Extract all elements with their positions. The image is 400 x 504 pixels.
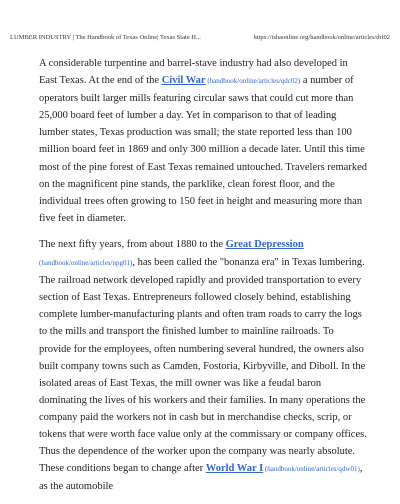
paragraph-1-text-a: A considerable turpentine and barrel-stave industry had also developed in East Texas. At the end of the: [39, 58, 348, 87]
page-title: LUMBER INDUSTRY | The Handbook of Texas Online| Texas State H...: [10, 34, 201, 41]
paragraph-2-text-b: , has been called the "bonanza era" in Texas lumbering. The railroad network developed rapidly and provided transportation to every section of East Texas. Entrepreneurs followed closely behind, establishing complete lumber-manufacturing plants and often tram roads to carry the logs to the mills and transport the finished lumber to mainline railroads. To provide for the employees, often numbering several hundred, the owners also built company towns such as Camden, Fostoria, Kirbyville, and Diboll. In the isolated areas of East Texas, the mill owner was like a feudal baron dominating the lives of his workers and their families. In many operations the company paid the workers not in cash but in merchandise checks, scrip, or tokens that were worth face value only at the commissary or company offices. Thus the dependence of the worker upon the company was nearly absolute. These conditions began to change after: [39, 257, 367, 475]
paragraph-1-text-b: a number of operators built larger mills featuring circular saws that could cut more than 25,000 board feet of lumber a day. Yet in comparison to that of leading lumber states, Texas production was small; the state reported less than 100 million board feet in 1869 and only 300 million a decade later. Until this time most of the pine forest of East Texas remained untouched. Travelers remarked on the magnificent pine stands, the parklike, clean forest floor, and the individual trees often growing to 150 feet in height and measuring more than five feet in diameter.: [39, 75, 367, 224]
world-war-i-link[interactable]: World War I: [205, 463, 264, 475]
great-depression-link[interactable]: Great Depression: [225, 238, 304, 250]
civil-war-url[interactable]: (handbook/online/articles/qdc02): [205, 77, 301, 86]
article-body: [39, 55, 367, 504]
great-depression-url[interactable]: (handbook/online/articles/npg01): [39, 259, 133, 268]
paragraph-2: [39, 236, 367, 495]
page-url: https://tshaonline.org/handbook/online/articles/drl02: [253, 34, 390, 41]
paragraph-2-text-a: The next fifty years, from about 1880 to the: [39, 238, 226, 250]
civil-war-link[interactable]: Civil War: [161, 75, 206, 87]
world-war-i-url[interactable]: (handbook/online/articles/qdw01): [263, 465, 360, 474]
page-header: [10, 34, 390, 41]
paragraph-1: [39, 55, 367, 227]
paragraph-2-text-c: , as the automobile: [39, 463, 363, 493]
